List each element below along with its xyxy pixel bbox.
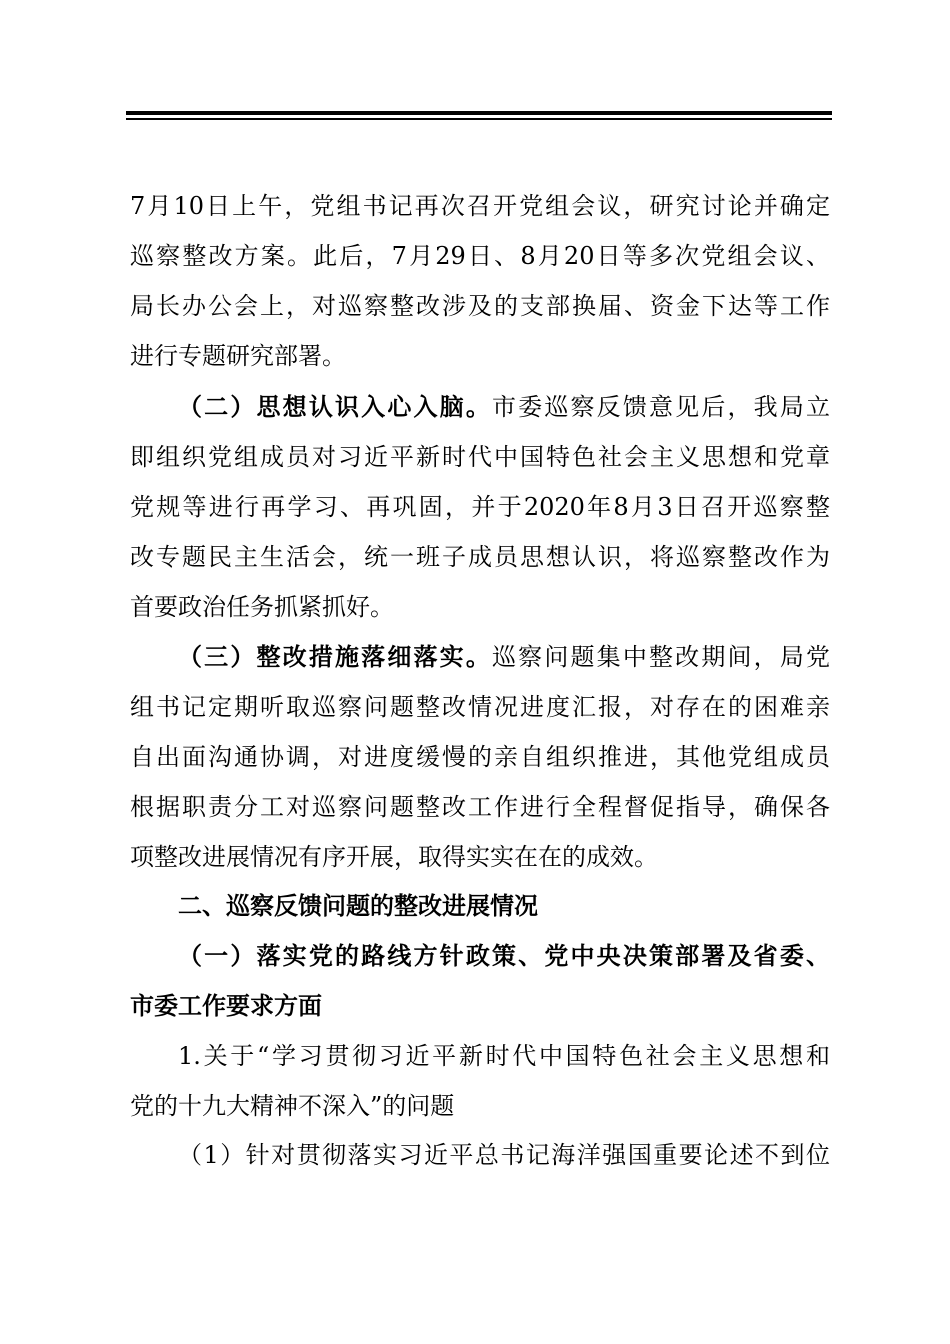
paragraph-first-line bbox=[178, 391, 830, 423]
paragraph-text: 巡察问题集中整改期间，局党 bbox=[492, 643, 830, 671]
paragraph-heading: （二）思想认识入心入脑。 bbox=[178, 392, 492, 421]
paragraph-line: 组书记定期听取巡察问题整改情况进度汇报，对存在的困难亲 bbox=[130, 693, 830, 721]
subsection-heading-line: 市委工作要求方面 bbox=[130, 991, 322, 1020]
subsection-heading-line: （一）落实党的路线方针政策、党中央决策部署及省委、 bbox=[178, 941, 830, 970]
item-line: 1.关于“学习贯彻习近平新时代中国特色社会主义思想和 bbox=[178, 1042, 830, 1070]
paragraph-line: 根据职责分工对巡察问题整改工作进行全程督促指导，确保各 bbox=[130, 793, 830, 821]
paragraph-line: 自出面沟通协调，对进度缓慢的亲自组织推进，其他党组成员 bbox=[130, 743, 830, 771]
paragraph-line: 首要政治任务抓紧抓好。 bbox=[130, 593, 394, 621]
header-rule-thick bbox=[126, 111, 832, 115]
paragraph-line: 改专题民主生活会，统一班子成员思想认识，将巡察整改作为 bbox=[130, 543, 830, 571]
paragraph-line: 项整改进展情况有序开展，取得实实在在的成效。 bbox=[130, 843, 658, 871]
paragraph-line: 即组织党组成员对习近平新时代中国特色社会主义思想和党章 bbox=[130, 443, 830, 471]
paragraph-line: 7月10日上午，党组书记再次召开党组会议，研究讨论并确定 bbox=[130, 192, 830, 220]
header-rule-thin bbox=[126, 118, 832, 120]
paragraph-first-line bbox=[178, 641, 830, 673]
paragraph-line: 局长办公会上，对巡察整改涉及的支部换届、资金下达等工作 bbox=[130, 292, 830, 320]
section-heading: 二、巡察反馈问题的整改进展情况 bbox=[178, 892, 538, 920]
paragraph-line: 巡察整改方案。此后，7月29日、8月20日等多次党组会议、 bbox=[130, 242, 830, 270]
item-line: 党的十九大精神不深入”的问题 bbox=[130, 1092, 455, 1120]
item-line: （1）针对贯彻落实习近平总书记海洋强国重要论述不到位 bbox=[178, 1141, 830, 1169]
paragraph-text: 市委巡察反馈意见后，我局立 bbox=[492, 393, 830, 421]
paragraph-heading: （三）整改措施落细落实。 bbox=[178, 642, 492, 671]
paragraph-line: 党规等进行再学习、再巩固，并于2020年8月3日召开巡察整 bbox=[130, 493, 830, 521]
paragraph-line: 进行专题研究部署。 bbox=[130, 342, 346, 370]
